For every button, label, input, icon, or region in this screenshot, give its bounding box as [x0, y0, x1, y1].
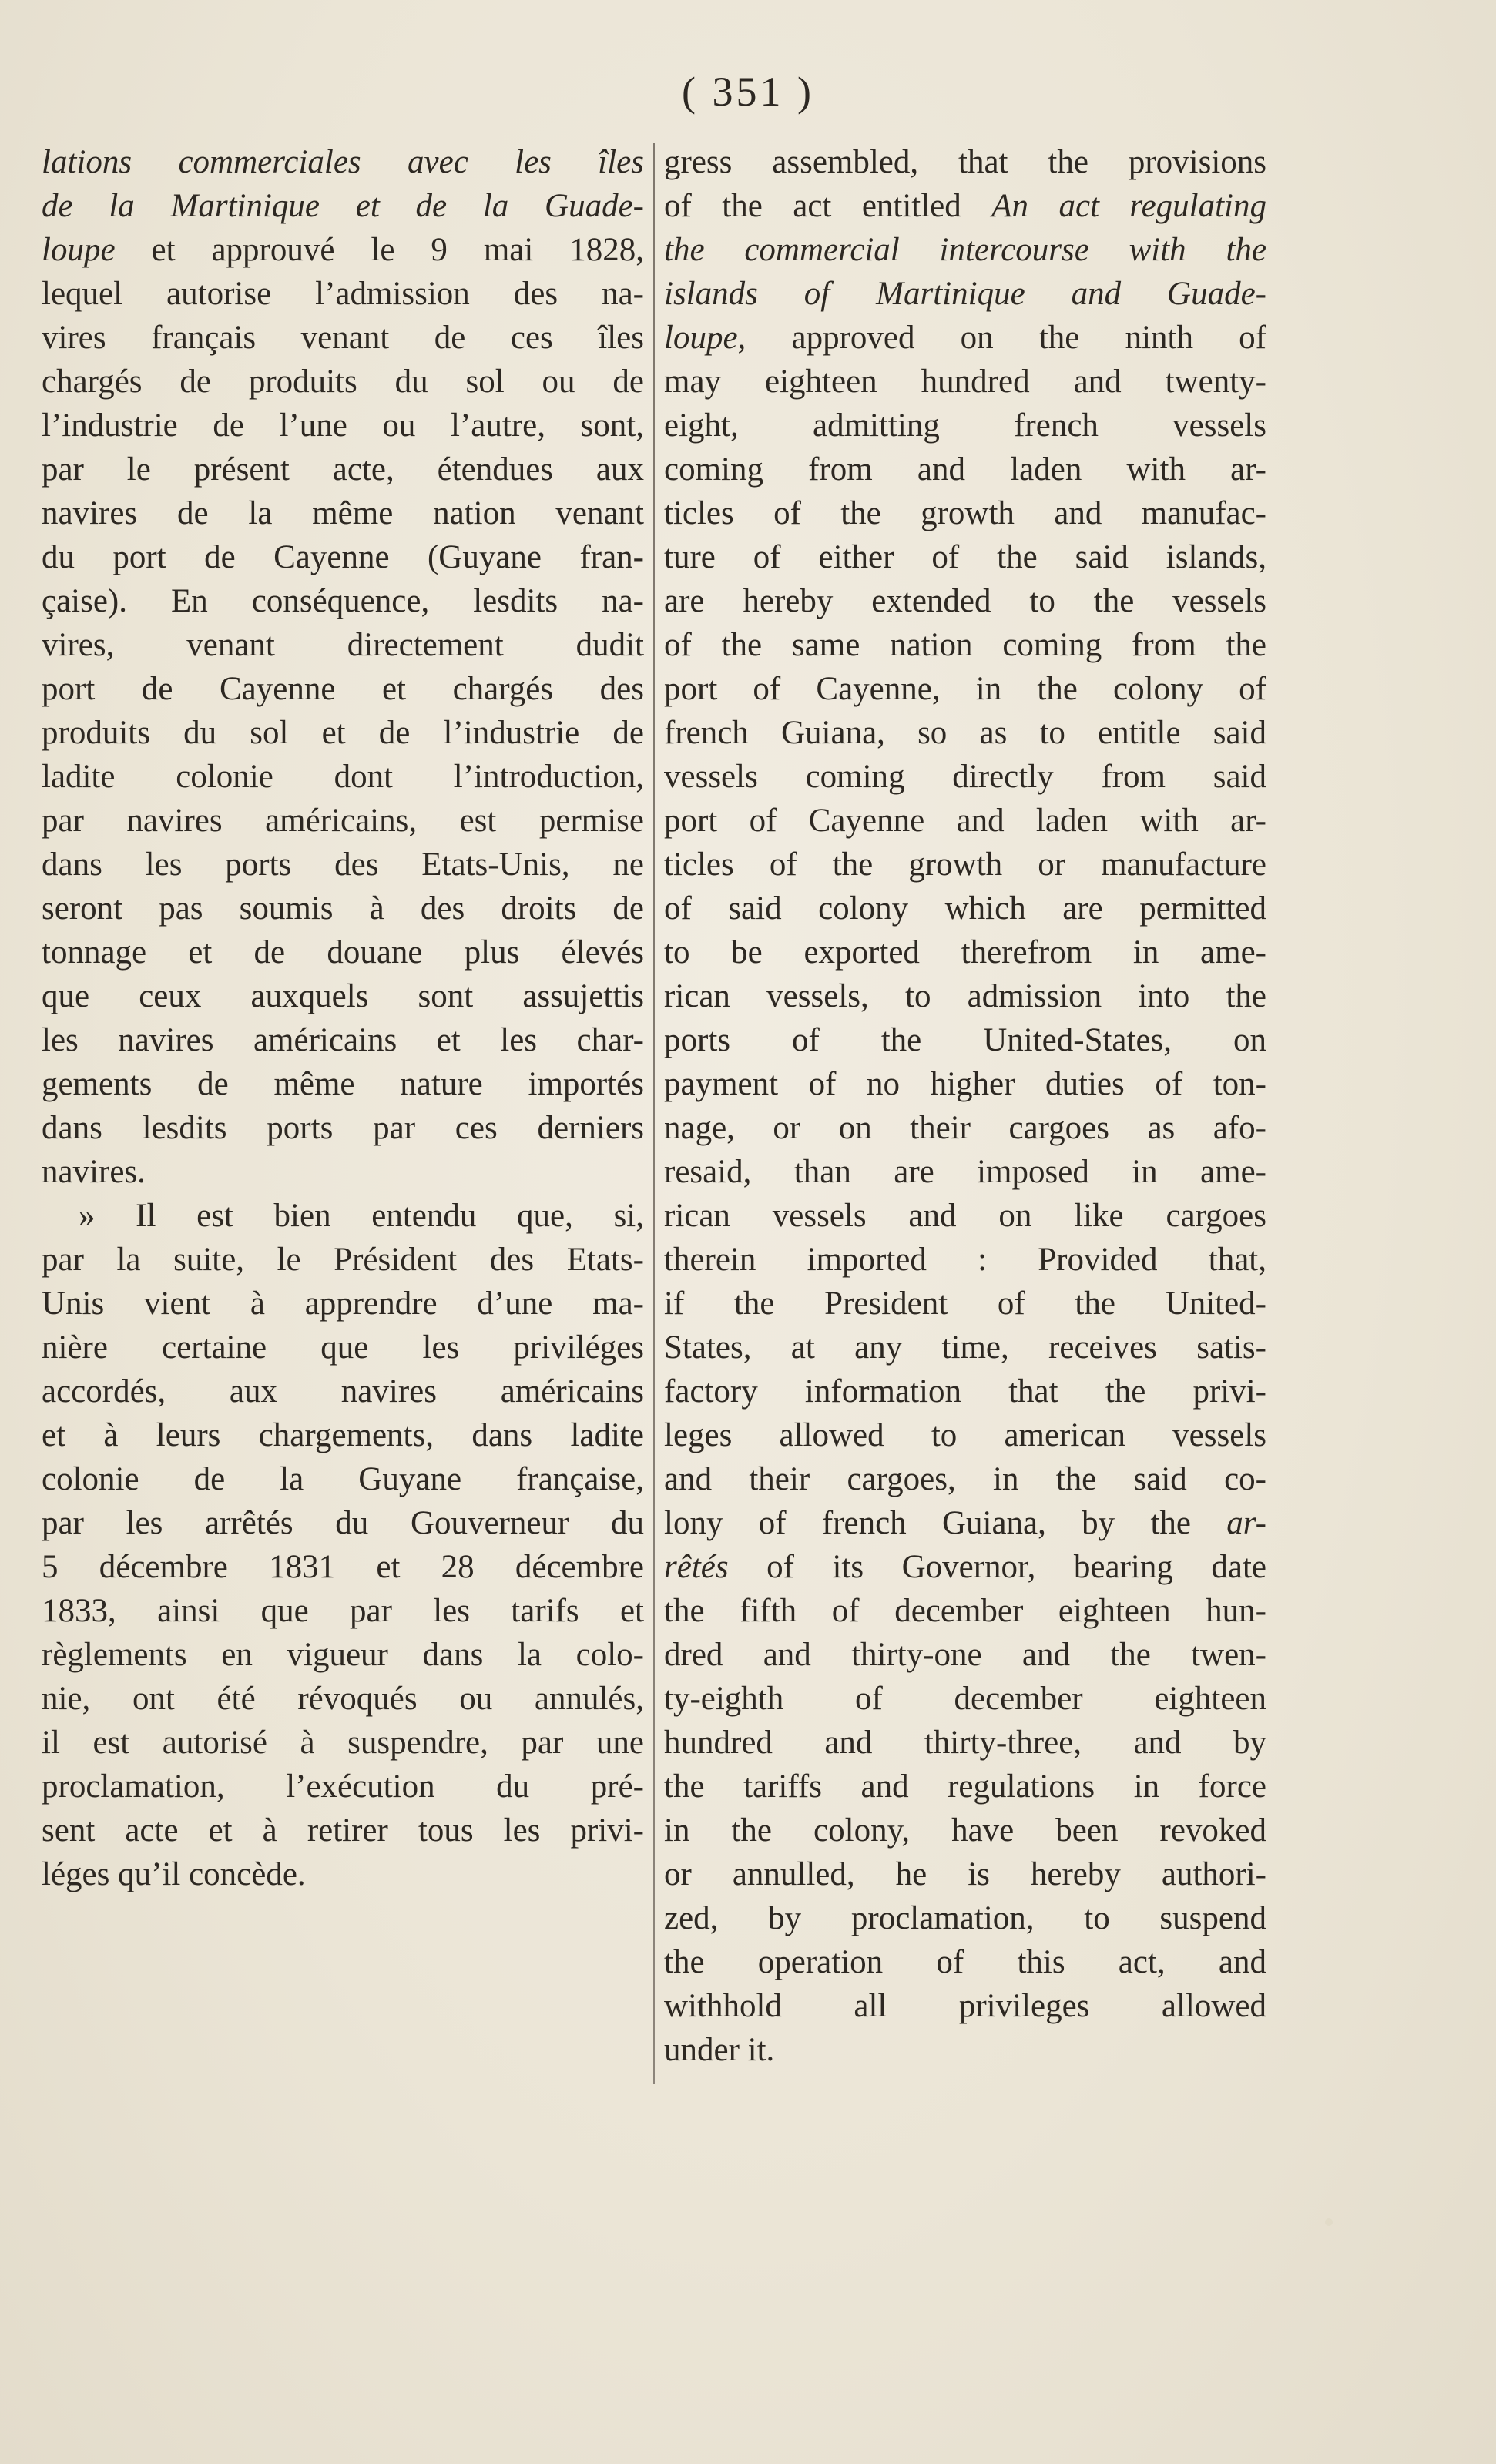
text-line	[42, 1413, 644, 1457]
text-line	[42, 1062, 644, 1106]
text-line	[42, 491, 644, 535]
text-line	[664, 184, 1266, 228]
text-segment: withhold all privileges allowed	[664, 1988, 1266, 2024]
text-line	[42, 272, 644, 316]
text-segment: may eighteen hundred and twenty-	[664, 364, 1266, 400]
text-segment: ladite colonie dont l’introduction,	[42, 759, 644, 795]
text-segment: seront pas soumis à des droits de	[42, 890, 644, 927]
text-segment: dans lesdits ports par ces derniers	[42, 1110, 644, 1146]
text-segment: ture of either of the said islands,	[664, 539, 1266, 575]
text-line	[42, 1852, 644, 1896]
text-segment: hundred and thirty-three, and by	[664, 1725, 1266, 1761]
paper-speck	[1325, 2218, 1333, 2226]
text-line	[42, 1018, 644, 1062]
text-segment: il est autorisé à suspendre, par une	[42, 1725, 644, 1761]
text-line	[664, 1809, 1266, 1852]
text-line	[42, 1633, 644, 1677]
text-line	[42, 1457, 644, 1501]
text-line	[664, 799, 1266, 843]
text-line	[664, 667, 1266, 711]
text-line	[42, 579, 644, 623]
text-segment: and their cargoes, in the said co-	[664, 1461, 1266, 1497]
text-segment: ticles of the growth and manufac-	[664, 495, 1266, 531]
text-line	[664, 1369, 1266, 1413]
text-segment: An act regulating	[991, 188, 1266, 224]
text-segment: ticles of the growth or manufacture	[664, 846, 1266, 883]
text-line	[664, 1457, 1266, 1501]
text-segment: in the colony, have been revoked	[664, 1812, 1266, 1849]
text-segment: the operation of this act, and	[664, 1944, 1266, 1980]
column-divider	[653, 143, 655, 2084]
text-line	[664, 1721, 1266, 1765]
text-line	[42, 228, 644, 272]
text-line	[42, 799, 644, 843]
text-line	[664, 1984, 1266, 2028]
text-line	[664, 1852, 1266, 1896]
text-line	[664, 755, 1266, 799]
text-segment: et approuvé le 9 mai 1828,	[115, 232, 644, 268]
text-line	[42, 1545, 644, 1589]
text-segment: » Il est bien entendu que, si,	[79, 1198, 644, 1234]
text-segment: 5 décembre 1831 et 28 décembre	[42, 1549, 644, 1585]
text-line	[664, 843, 1266, 887]
text-segment: tonnage et de douane plus élevés	[42, 934, 644, 971]
text-line	[42, 1326, 644, 1369]
text-segment: proclamation, l’exécution du pré-	[42, 1768, 644, 1805]
text-segment: ty-eighth of december eighteen	[664, 1681, 1266, 1717]
text-segment: lequel autorise l’admission des na-	[42, 276, 644, 312]
text-line	[42, 535, 644, 579]
text-segment: sent acte et à retirer tous les privi-	[42, 1812, 644, 1849]
text-segment: çaise). En conséquence, lesdits na-	[42, 583, 644, 619]
text-line	[42, 930, 644, 974]
text-line	[42, 404, 644, 448]
text-segment: of the same nation coming from the	[664, 627, 1266, 663]
text-segment: resaid, than are imposed in ame-	[664, 1154, 1266, 1190]
text-segment: rican vessels, to admission into the	[664, 978, 1266, 1014]
text-segment: règlements en vigueur dans la colo-	[42, 1637, 644, 1673]
text-line	[42, 1765, 644, 1809]
text-segment: of the act entitled	[664, 188, 992, 224]
text-segment: de la Martinique et de la Guade-	[42, 188, 644, 224]
text-segment: nie, ont été révoqués ou annulés,	[42, 1681, 644, 1717]
french-column	[42, 140, 644, 1896]
text-line	[664, 316, 1266, 360]
text-segment: lony of french Guiana, by the	[664, 1505, 1227, 1541]
text-segment: of said colony which are permitted	[664, 890, 1266, 927]
text-segment: leges allowed to american vessels	[664, 1417, 1266, 1453]
text-segment: therein imported : Provided that,	[664, 1242, 1266, 1278]
text-segment: zed, by proclamation, to suspend	[664, 1900, 1266, 1936]
text-segment: or annulled, he is hereby authori-	[664, 1856, 1266, 1892]
text-line	[42, 887, 644, 930]
text-segment: port of Cayenne, in the colony of	[664, 671, 1266, 707]
text-line	[664, 491, 1266, 535]
text-line	[664, 930, 1266, 974]
text-line	[664, 1062, 1266, 1106]
text-line	[664, 272, 1266, 316]
text-segment: payment of no higher duties of ton-	[664, 1066, 1266, 1102]
text-line	[664, 1545, 1266, 1589]
text-line	[664, 623, 1266, 667]
text-line	[664, 711, 1266, 755]
text-segment: par le présent acte, étendues aux	[42, 451, 644, 488]
text-segment: dred and thirty-one and the twen-	[664, 1637, 1266, 1673]
text-segment: nière certaine que les priviléges	[42, 1329, 644, 1366]
text-line	[664, 1282, 1266, 1326]
text-line	[42, 448, 644, 491]
text-line	[664, 1150, 1266, 1194]
text-line	[664, 1413, 1266, 1457]
text-segment: Unis vient à apprendre d’une ma-	[42, 1286, 644, 1322]
text-line	[664, 140, 1266, 184]
text-line	[664, 887, 1266, 930]
text-segment: the tariffs and regulations in force	[664, 1768, 1266, 1805]
text-line	[42, 1721, 644, 1765]
text-line	[664, 1677, 1266, 1721]
text-segment: navires.	[42, 1154, 146, 1190]
english-column	[664, 140, 1266, 2072]
text-segment: l’industrie de l’une ou l’autre, sont,	[42, 407, 644, 444]
text-segment: port de Cayenne et chargés des	[42, 671, 644, 707]
text-segment: ar-	[1226, 1505, 1266, 1541]
text-line	[664, 1501, 1266, 1545]
text-segment: dans les ports des Etats-Unis, ne	[42, 846, 644, 883]
text-segment: par navires américains, est permise	[42, 803, 644, 839]
text-segment: french Guiana, so as to entitle said	[664, 715, 1266, 751]
text-line	[664, 404, 1266, 448]
text-line	[664, 579, 1266, 623]
text-segment: rican vessels and on like cargoes	[664, 1198, 1266, 1234]
text-segment: 1833, ainsi que par les tarifs et	[42, 1593, 644, 1629]
text-segment: vires français venant de ces îles	[42, 320, 644, 356]
text-line	[664, 1896, 1266, 1940]
text-line	[42, 1501, 644, 1545]
text-segment: ports of the United-States, on	[664, 1022, 1266, 1058]
text-line	[664, 1765, 1266, 1809]
text-segment: chargés de produits du sol ou de	[42, 364, 644, 400]
page-number: ( 351 )	[682, 69, 814, 115]
text-segment: coming from and laden with ar-	[664, 451, 1266, 488]
text-line	[664, 1018, 1266, 1062]
text-segment: les navires américains et les char-	[42, 1022, 644, 1058]
text-segment: nage, or on their cargoes as afo-	[664, 1110, 1266, 1146]
text-segment: the fifth of december eighteen hun-	[664, 1593, 1266, 1629]
text-line	[42, 1238, 644, 1282]
text-line	[664, 974, 1266, 1018]
text-segment: loupe	[664, 320, 738, 356]
text-segment: the commercial intercourse with the	[664, 232, 1266, 268]
text-line	[664, 1326, 1266, 1369]
text-segment: gements de même nature importés	[42, 1066, 644, 1102]
text-segment: islands of Martinique and Guade-	[664, 276, 1266, 312]
text-segment: vires, venant directement dudit	[42, 627, 644, 663]
text-segment: lations commerciales avec les îles	[42, 144, 644, 180]
text-line	[664, 1106, 1266, 1150]
text-line	[42, 1809, 644, 1852]
text-line	[42, 1369, 644, 1413]
text-line	[42, 1150, 644, 1194]
text-line	[42, 667, 644, 711]
text-line	[42, 755, 644, 799]
text-line	[42, 140, 644, 184]
text-segment: du port de Cayenne (Guyane fran-	[42, 539, 644, 575]
text-line	[664, 2028, 1266, 2072]
text-line	[42, 974, 644, 1018]
text-line	[42, 623, 644, 667]
text-line	[42, 843, 644, 887]
text-line	[664, 448, 1266, 491]
text-segment: eight, admitting french vessels	[664, 407, 1266, 444]
text-line	[42, 360, 644, 404]
text-line	[42, 1194, 644, 1238]
text-line	[664, 1194, 1266, 1238]
text-line	[42, 1589, 644, 1633]
text-segment: rêtés	[664, 1549, 729, 1585]
text-segment: gress assembled, that the provisions	[664, 144, 1266, 180]
text-segment: to be exported therefrom in ame-	[664, 934, 1266, 971]
text-segment: States, at any time, receives satis-	[664, 1329, 1266, 1366]
text-line	[664, 1589, 1266, 1633]
text-segment: léges qu’il concède.	[42, 1856, 306, 1892]
text-line	[42, 1282, 644, 1326]
text-line	[42, 1106, 644, 1150]
text-line	[42, 184, 644, 228]
text-segment: que ceux auxquels sont assujettis	[42, 978, 644, 1014]
text-segment: par les arrêtés du Gouverneur du	[42, 1505, 644, 1541]
text-line	[42, 1677, 644, 1721]
text-line	[42, 711, 644, 755]
text-segment: factory information that the privi-	[664, 1373, 1266, 1410]
text-line	[664, 360, 1266, 404]
text-segment: par la suite, le Président des Etats-	[42, 1242, 644, 1278]
text-line	[664, 228, 1266, 272]
text-segment: produits du sol et de l’industrie de	[42, 715, 644, 751]
text-segment: of its Governor, bearing date	[728, 1549, 1266, 1585]
text-segment: , approved on the ninth of	[737, 320, 1266, 356]
text-segment: colonie de la Guyane française,	[42, 1461, 644, 1497]
text-line	[664, 1940, 1266, 1984]
text-segment: loupe	[42, 232, 116, 268]
text-line	[664, 1633, 1266, 1677]
text-line	[664, 535, 1266, 579]
text-segment: navires de la même nation venant	[42, 495, 644, 531]
text-segment: vessels coming directly from said	[664, 759, 1266, 795]
text-line	[42, 316, 644, 360]
text-segment: et à leurs chargements, dans ladite	[42, 1417, 644, 1453]
text-line	[664, 1238, 1266, 1282]
text-segment: if the President of the United-	[664, 1286, 1266, 1322]
text-segment: under it.	[664, 2032, 775, 2068]
text-segment: accordés, aux navires américains	[42, 1373, 644, 1410]
text-segment: port of Cayenne and laden with ar-	[664, 803, 1266, 839]
text-segment: are hereby extended to the vessels	[664, 583, 1266, 619]
